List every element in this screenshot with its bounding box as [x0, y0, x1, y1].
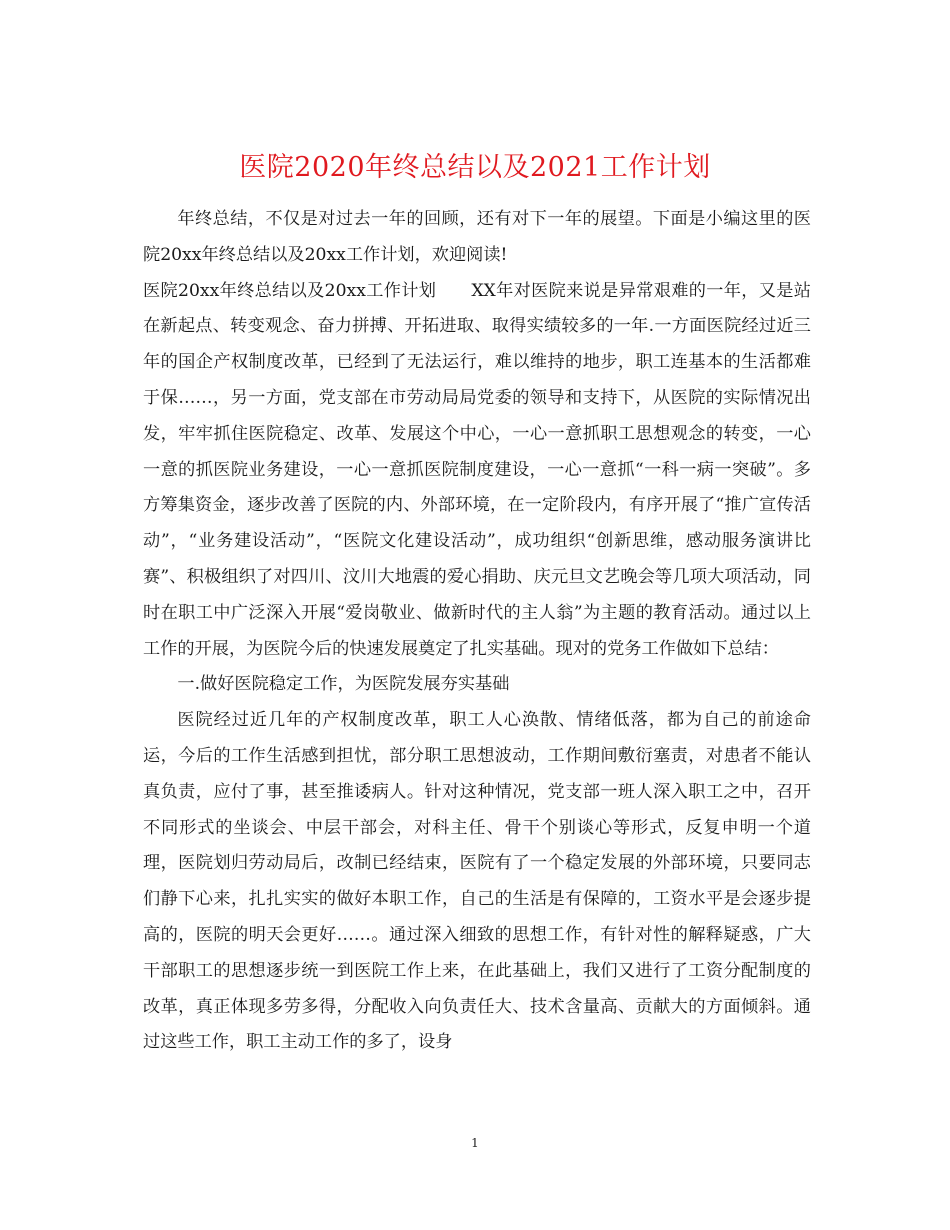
paragraph-section-1: 医院经过近几年的产权制度改革，职工人心涣散、情绪低落，都为自己的前途命运，今后的工作生活感到担忧，部分职工思想波动，工作期间敷衍塞责，对患者不能认真负责，应付了事，甚至推诿病人。针对这种情况，党支部一班人深入职工之中，召开不同形式的坐谈会、中层干部会，对科主任、骨干个别谈心等形式，反复申明一个道理，医院划归劳动局后，改制已经结束，医院有了一个稳定发展的外部环境，只要同志们静下心来，扎扎实实的做好本职工作，自己的生活是有保障的，工资水平是会逐步提高的，医院的明天会更好……。通过深入细致的思想工作，有针对性的解释疑惑，广大干部职工的思想逐步统一到医院工作上来，在此基础上，我们又进行了工资分配制度的改革，真正体现多劳多得，分配收入向负责任大、技术含量高、贡献大的方面倾斜。通过这些工作，职工主动工作的多了，设身	[143, 710, 811, 1053]
paragraph-overview: 医院20xx年终总结以及20xx工作计划 XX年对医院来说是异常艰难的一年，又是站在新起点、转变观念、奋力拼搏、开拓进取、取得实绩较多的一年.一方面医院经过近三年的国企产权制度改革，已经到了无法运行，难以维持的地步，职工连基本的生活都难于保……，另一方面，党支部在市劳动局局党委的领导和支持下，从医院的实际情况出发，牢牢抓住医院稳定、改革、发展这个中心，一心一意抓职工思想观念的转变，一心一意的抓医院业务建设，一心一意抓医院制度建设，一心一意抓“一科一病一突破”。多方筹集资金，逐步改善了医院的内、外部环境，在一定阶段内，有序开展了“推广宣传活动”，“业务建设活动”，“医院文化建设活动”，成功组织“创新思维，感动服务演讲比赛”、积极组织了对四川、汶川大地震的爱心捐助、庆元旦文艺晚会等几项大项活动，同时在职工中广泛深入开展“爱岗敬业、做新时代的主人翁”为主题的教育活动。通过以上工作的开展，为医院今后的快速发展奠定了扎实基础。现对的党务工作做如下总结：	[143, 280, 811, 659]
page-number: 1	[471, 1136, 479, 1150]
section-heading-1: 一.做好医院稳定工作，为医院发展夯实基础	[177, 674, 510, 695]
paragraph-intro: 年终总结，不仅是对过去一年的回顾，还有对下一年的展望。下面是小编这里的医院20xx年终总结以及20xx工作计划，欢迎阅读!	[143, 209, 811, 265]
document-title: 医院2020年终总结以及2021工作计划	[239, 152, 711, 184]
document-body	[143, 202, 811, 1061]
